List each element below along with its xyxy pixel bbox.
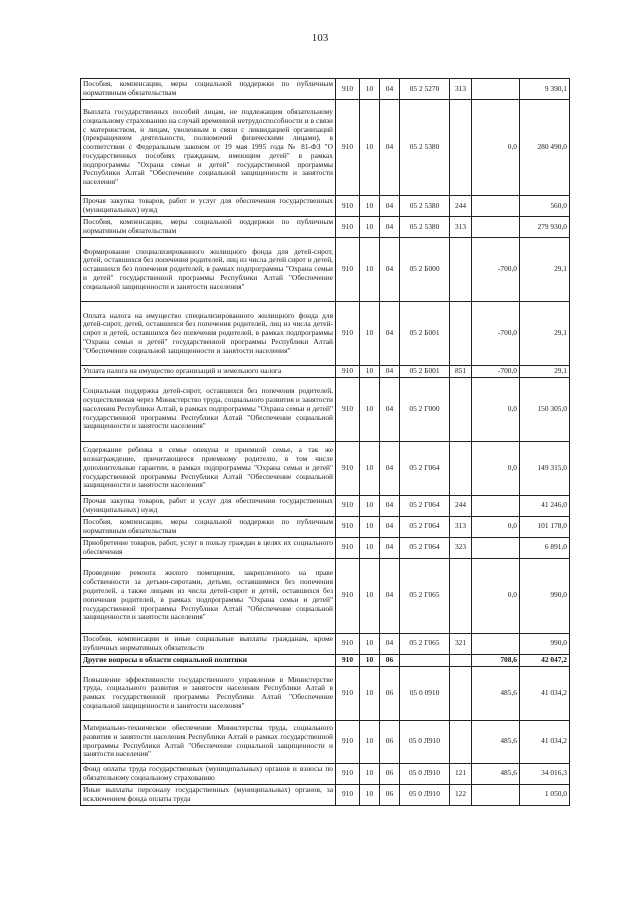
row-subsection-code: 04 [380, 100, 400, 196]
table-row [81, 516, 570, 537]
row-subsection-code: 04 [380, 377, 400, 441]
row-change-amount: -700,0 [472, 366, 520, 378]
table-row [81, 495, 570, 516]
row-target-code: 05 2 Г064 [400, 537, 450, 558]
row-expense-type: 323 [450, 537, 472, 558]
row-change-amount: 0,0 [472, 558, 520, 633]
table-row [81, 217, 570, 238]
row-target-code [400, 654, 450, 666]
row-change-amount: 0,0 [472, 377, 520, 441]
row-target-code: 05 2 5380 [400, 196, 450, 217]
row-change-amount: 485,6 [472, 720, 520, 763]
row-expense-type: 313 [450, 217, 472, 238]
table-row [81, 302, 570, 366]
row-target-code: 05 2 Г000 [400, 377, 450, 441]
row-description: Приобретение товаров, работ, услуг в пользу граждан в целях их социального обеспечения [81, 537, 336, 558]
row-description: Социальная поддержка детей-сирот, оставшихся без попечения родителей, осуществляемая через Министерство труда, социального развития и занятости населения Республики Алтай, в рамках подпрограммы "Охрана семьи и детей" государственной программы Республики Алтай "Обеспечение социальной защищенности и занятости населения" [81, 377, 336, 441]
table-row [81, 377, 570, 441]
row-subsection-code: 06 [380, 784, 400, 805]
row-admin-code: 910 [336, 516, 360, 537]
row-description: Выплата государственных пособий лицам, не подлежащим обязательному социальному страхованию на случай временной нетрудоспособности и в связи с материнством, и лицам, уволенным в связи с ликвидацией организаций (прекращением деятельности, полномочий физическими лицами), в соответствии с Федеральным законом от 19 мая 1995 года № 81-ФЗ "О государственных пособиях гражданам, имеющим детей" в рамках подпрограммы "Охрана семьи и детей" государственной программы Республики Алтай "Обеспечение социальной защищенности и занятости населения" [81, 100, 336, 196]
row-target-code: 05 0 Л910 [400, 784, 450, 805]
row-section-code: 10 [360, 377, 380, 441]
table-row [81, 763, 570, 784]
row-total-amount: 29,1 [520, 366, 570, 378]
row-subsection-code: 06 [380, 654, 400, 666]
row-section-code: 10 [360, 238, 380, 302]
row-section-code: 10 [360, 302, 380, 366]
row-total-amount: 29,1 [520, 302, 570, 366]
row-total-amount: 6 891,0 [520, 537, 570, 558]
row-subsection-code: 06 [380, 720, 400, 763]
row-description: Пособия, компенсации и иные социальные выплаты гражданам, кроме публичных нормативных обязательств [81, 633, 336, 654]
row-expense-type: 121 [450, 763, 472, 784]
row-total-amount: 990,0 [520, 558, 570, 633]
row-admin-code: 910 [336, 666, 360, 720]
row-section-code: 10 [360, 666, 380, 720]
row-expense-type: 313 [450, 79, 472, 100]
row-change-amount [472, 537, 520, 558]
row-admin-code: 910 [336, 720, 360, 763]
row-description: Материально-техническое обеспечение Министерства труда, социального развития и занятости населения Республики Алтай в рамках государственной программы Республики Алтай "Обеспечение социальной защищенности и занятости населения" [81, 720, 336, 763]
row-subsection-code: 04 [380, 633, 400, 654]
row-total-amount: 150 305,0 [520, 377, 570, 441]
row-total-amount: 280 490,0 [520, 100, 570, 196]
row-description: Пособия, компенсации, меры социальной поддержки по публичным нормативным обязательствам [81, 217, 336, 238]
row-description: Повышение эффективности государственного управления в Министерстве труда, социального развития и занятости населения Республики Алтай в рамках государственной программы Республики Алтай "Обеспечение социальной защищенности и занятости населения" [81, 666, 336, 720]
table-row [81, 666, 570, 720]
row-total-amount: 41 034,2 [520, 720, 570, 763]
row-target-code: 05 2 Б001 [400, 302, 450, 366]
row-section-code: 10 [360, 100, 380, 196]
row-admin-code: 910 [336, 784, 360, 805]
row-target-code: 05 2 Г064 [400, 495, 450, 516]
row-section-code: 10 [360, 537, 380, 558]
row-description: Иные выплаты персоналу государственных (муниципальных) органов, за исключением фонда оплаты труда [81, 784, 336, 805]
row-target-code: 05 0 0910 [400, 666, 450, 720]
budget-table [80, 78, 570, 806]
row-description: Прочая закупка товаров, работ и услуг для обеспечения государственных (муниципальных) нужд [81, 495, 336, 516]
row-change-amount [472, 79, 520, 100]
row-expense-type [450, 558, 472, 633]
table-row [81, 537, 570, 558]
row-description: Формирование специализированного жилищного фонда для детей-сирот, детей, оставшихся без попечения родителей, лиц из числа детей сирот и детей, оставшихся без попечения родителей, в рамках подпрограммы "Охрана семьи и детей" государственной программы Республики Алтай "Обеспечение социальной защищенности и занятости населения" [81, 238, 336, 302]
row-subsection-code: 04 [380, 495, 400, 516]
row-expense-type [450, 654, 472, 666]
table-row [81, 79, 570, 100]
row-section-code: 10 [360, 654, 380, 666]
row-change-amount [472, 217, 520, 238]
row-admin-code: 910 [336, 441, 360, 495]
row-description: Фонд оплаты труда государственных (муниципальных) органов и взносы по обязательному социальному страхованию [81, 763, 336, 784]
row-target-code: 05 2 Б001 [400, 366, 450, 378]
row-subsection-code: 04 [380, 302, 400, 366]
row-description: Другие вопросы в области социальной политики [81, 654, 336, 666]
row-expense-type [450, 302, 472, 366]
row-change-amount [472, 633, 520, 654]
row-admin-code: 910 [336, 366, 360, 378]
row-subsection-code: 04 [380, 516, 400, 537]
row-target-code: 05 0 Л910 [400, 720, 450, 763]
row-section-code: 10 [360, 558, 380, 633]
row-section-code: 10 [360, 217, 380, 238]
row-total-amount: 101 178,0 [520, 516, 570, 537]
row-section-code: 10 [360, 763, 380, 784]
row-change-amount: -700,0 [472, 238, 520, 302]
row-section-code: 10 [360, 196, 380, 217]
table-row [81, 654, 570, 666]
row-admin-code: 910 [336, 558, 360, 633]
row-total-amount: 34 016,3 [520, 763, 570, 784]
row-admin-code: 910 [336, 537, 360, 558]
row-expense-type [450, 441, 472, 495]
row-change-amount [472, 784, 520, 805]
row-total-amount: 279 930,0 [520, 217, 570, 238]
row-total-amount: 990,0 [520, 633, 570, 654]
row-admin-code: 910 [336, 377, 360, 441]
row-expense-type: 321 [450, 633, 472, 654]
row-change-amount: 708,6 [472, 654, 520, 666]
row-description: Прочая закупка товаров, работ и услуг для обеспечения государственных (муниципальных) нужд [81, 196, 336, 217]
row-target-code: 05 2 Г064 [400, 441, 450, 495]
row-section-code: 10 [360, 495, 380, 516]
table-body [81, 79, 570, 806]
row-description: Содержание ребенка в семье опекуна и приемной семье, а так же вознаграждение, причитающееся приемному родителю, в том числе дополнительные гарантии, в рамках подпрограммы "Охрана семьи и детей" государственной программы Республики Алтай "Обеспечение социальной защищенности и занятости населения" [81, 441, 336, 495]
row-expense-type: 122 [450, 784, 472, 805]
row-admin-code: 910 [336, 100, 360, 196]
row-change-amount: 0,0 [472, 516, 520, 537]
row-expense-type: 851 [450, 366, 472, 378]
page-number: 103 [311, 32, 329, 44]
row-section-code: 10 [360, 784, 380, 805]
row-expense-type: 244 [450, 196, 472, 217]
table-row [81, 366, 570, 378]
row-expense-type [450, 238, 472, 302]
row-section-code: 10 [360, 633, 380, 654]
row-subsection-code: 04 [380, 537, 400, 558]
row-section-code: 10 [360, 516, 380, 537]
row-subsection-code: 04 [380, 79, 400, 100]
row-section-code: 10 [360, 366, 380, 378]
row-expense-type [450, 666, 472, 720]
row-total-amount: 560,0 [520, 196, 570, 217]
table-row [81, 558, 570, 633]
row-subsection-code: 06 [380, 763, 400, 784]
row-admin-code: 910 [336, 238, 360, 302]
table-row [81, 441, 570, 495]
row-subsection-code: 04 [380, 217, 400, 238]
row-change-amount: 485,6 [472, 666, 520, 720]
row-total-amount: 41 034,2 [520, 666, 570, 720]
row-target-code: 05 2 5380 [400, 217, 450, 238]
row-admin-code: 910 [336, 654, 360, 666]
row-subsection-code: 04 [380, 441, 400, 495]
row-total-amount: 149 315,0 [520, 441, 570, 495]
row-admin-code: 910 [336, 217, 360, 238]
row-target-code: 05 2 Г065 [400, 633, 450, 654]
row-total-amount: 41 246,0 [520, 495, 570, 516]
table-row [81, 633, 570, 654]
row-subsection-code: 04 [380, 558, 400, 633]
table-row [81, 100, 570, 196]
row-target-code: 05 2 Г065 [400, 558, 450, 633]
row-change-amount [472, 495, 520, 516]
row-admin-code: 910 [336, 302, 360, 366]
row-subsection-code: 04 [380, 238, 400, 302]
row-change-amount: -700,0 [472, 302, 520, 366]
row-change-amount: 0,0 [472, 441, 520, 495]
row-section-code: 10 [360, 441, 380, 495]
row-subsection-code: 04 [380, 196, 400, 217]
row-section-code: 10 [360, 720, 380, 763]
row-expense-type [450, 100, 472, 196]
row-change-amount [472, 196, 520, 217]
row-target-code: 05 0 Л910 [400, 763, 450, 784]
table-row [81, 238, 570, 302]
row-admin-code: 910 [336, 633, 360, 654]
row-description: Проведение ремонта жилого помещения, закрепленного на праве собственности за детьми-сиротами, детьми, оставшимися без попечения родителей, а также лицами из числа детей-сирот и детей, оставшихся без попечения родителей, в рамках подпрограммы "Охрана семьи и детей" государственной программы Республики Алтай "Обеспечение социальной защищенности и занятости населения" [81, 558, 336, 633]
row-admin-code: 910 [336, 196, 360, 217]
row-total-amount: 29,1 [520, 238, 570, 302]
row-description: Пособия, компенсации, меры социальной поддержки по публичным нормативным обязательствам [81, 516, 336, 537]
row-total-amount: 42 047,2 [520, 654, 570, 666]
row-expense-type: 313 [450, 516, 472, 537]
table-row [81, 720, 570, 763]
row-subsection-code: 06 [380, 666, 400, 720]
row-admin-code: 910 [336, 495, 360, 516]
row-description: Оплата налога на имущество специализированного жилищного фонда для детей-сирот, детей, оставшихся без попечения родителей, лиц из числа детей-сирот и детей, оставшихся без попечения родителей, в рамках подпрограммы "Охрана семьи и детей" государственной программы Республики Алтай "Обеспечение социальной защищенности и занятости населения" [81, 302, 336, 366]
row-admin-code: 910 [336, 763, 360, 784]
row-description: Пособия, компенсации, меры социальной поддержки по публичным нормативным обязательствам [81, 79, 336, 100]
row-change-amount: 0,0 [472, 100, 520, 196]
row-total-amount: 9 390,1 [520, 79, 570, 100]
row-target-code: 05 2 5270 [400, 79, 450, 100]
row-admin-code: 910 [336, 79, 360, 100]
row-expense-type [450, 720, 472, 763]
row-expense-type: 244 [450, 495, 472, 516]
row-total-amount: 1 050,0 [520, 784, 570, 805]
row-change-amount: 485,6 [472, 763, 520, 784]
row-target-code: 05 2 Б000 [400, 238, 450, 302]
row-subsection-code: 04 [380, 366, 400, 378]
row-target-code: 05 2 Г064 [400, 516, 450, 537]
table-row [81, 784, 570, 805]
row-target-code: 05 2 5380 [400, 100, 450, 196]
row-section-code: 10 [360, 79, 380, 100]
row-expense-type [450, 377, 472, 441]
table-row [81, 196, 570, 217]
row-description: Уплата налога на имущество организаций и земельного налога [81, 366, 336, 378]
